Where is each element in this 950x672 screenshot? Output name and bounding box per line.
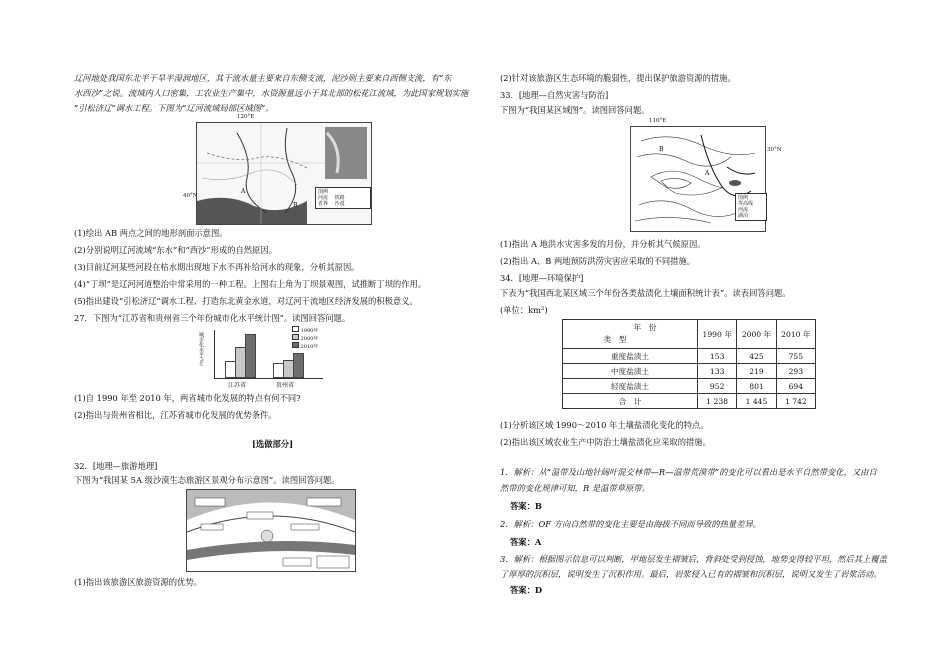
answer-line: 2．解析：OF 方向自然带的变化主要是由海拔不同而导致的热量差异。 [500,519,762,529]
map1-lat-label: 40°N [183,193,198,199]
chart-ylabel: 城市化水平(%) [198,332,204,366]
year-header: 2010 年 [776,320,815,349]
map2-legend-title: 图例 [738,195,749,201]
legend-item-2000: 2000年 [292,334,318,342]
legend-item: 等高线 [738,201,754,207]
q34-1: (1)分析该区域 1990～2010 年土壤盐渍化变化的特点。 [500,420,709,430]
q26-3: (3)目前辽河某些河段在枯水期出现地下水不再补给河水的现象，分析其原因。 [74,262,360,272]
point-a-label: A [241,188,246,195]
point-b-label: B [293,202,298,209]
bar-0-2 [245,334,256,378]
table-row: 轻度盐渍土 952 801 694 [563,379,816,394]
intro-line-3: “引松济辽”调水工程。下图为“辽河流域局部区域图”。 [74,103,274,113]
category-label-guizhou: 贵州省 [276,382,295,389]
map2-lat-label: 30°N [767,147,782,153]
q27-2: (2)指出与贵州省相比，江苏省城市化发展的优势条件。 [74,410,277,420]
answer-line: 1．解析：从“温带及山地针阔叶混交林带—R—温带荒漠带”的变化可以看出是水平自然带变化，又由自 [500,467,877,477]
legend-item-1990: 1990年 [292,326,318,334]
answer-line: 了厚厚的沉积层，说明发生了沉积作用。最后，岩浆侵入已有的褶皱和沉积层，说明又发生了岩浆活动。 [500,569,882,579]
q26-5: (5)指出建设“引松济辽”调水工程、打造东北黄金水道，对辽河干流地区经济发展的积极意义。 [74,296,418,306]
chart-legend [292,326,318,350]
q32-heading: 32．[地理—旅游地理] [74,461,158,471]
table-row: 合 计 1 238 1 445 1 742 [563,394,816,409]
year-header: 1990 年 [698,320,737,349]
legend-item: 湖泊 [738,213,749,219]
map1-lon-label: 120°E [237,114,255,120]
q34-2: (2)指出该区域农业生产中防治土壤盐渍化应采取的措施。 [500,437,711,447]
q34-heading: 34．[地理—环境保护] [500,273,584,283]
q33-1: (1)指出 A 地洪水灾害多发的月份，并分析其气候原因。 [500,239,706,249]
urbanization-chart [198,326,328,390]
legend-item: 河流 [738,207,749,213]
q32-1: (1)指出该旅游区旅游资源的优势。 [74,577,202,587]
answer-line: 3．解析：根据图示信息可以判断，甲地层发生褶皱后，背斜处受到侵蚀，地势变得较平坦，然后其上覆盖 [500,554,887,564]
desert-tourism-map [186,489,356,572]
q34-intro: 下表为“我国西北某区域三个年份各类盐渍化土壤面积统计表”。读表回答问题。 [500,288,791,298]
q26-1: (1)绘出 AB 两点之间的地形剖面示意图。 [74,228,228,238]
answer-line: 然带的变化规律可知，R 是温带草原带。 [500,483,650,493]
legend-item: 省界 [318,201,329,207]
q33-heading: 33．[地理—自然灾害与防治] [500,90,609,100]
point-b-label: B [659,146,664,153]
q32-2: (2)针对该旅游区生态环境的脆弱性，提出保护旅游资源的措施。 [500,73,736,83]
category-label-jiangsu: 江苏省 [228,382,247,389]
table-row: 重度盐渍土 153 425 755 [563,349,816,364]
q26-4: (4)“丁坝”是辽河河道整治中常采用的一种工程。上图右上角为丁坝景观图，试推断丁坝的作用。 [74,279,427,289]
table-corner: 年 份 类 型 [563,320,698,349]
unit-label: (单位：km²) [500,305,548,315]
q32-intro: 下图为“我国某 5A 级沙漠生态旅游区景观分布示意图”。读图回答问题。 [74,475,340,485]
table-header-row [563,320,816,349]
q33-2: (2)指出 A、B 两地预防洪涝灾害应采取的不同措施。 [500,256,696,266]
salinization-table [562,319,816,409]
intro-line-1: 辽河地处我国东北半干旱半湿润地区，其干流水量主要来自东侧支流，泥沙则主要来自西侧支流，有“东 [74,73,452,83]
map1-legend [315,187,371,209]
q27-title: 27．下图为“江苏省和贵州省三个年份城市化水平统计图”。读图回答问题。 [74,313,351,323]
table-row: 中度盐渍土 133 219 293 [563,364,816,379]
region-map [630,118,782,232]
map2-lon-label: 110°E [649,118,667,124]
liaohe-map [183,114,372,225]
answer-key: 答案：D [510,585,543,595]
elective-heading: [选做部分] [252,439,294,449]
point-a-label: A [705,170,710,177]
map2-legend [735,193,767,221]
q26-2: (2)分别说明辽河流域“东水”和“西沙”形成的自然原因。 [74,245,277,255]
desert-tourism-svg [187,490,355,571]
legend-item: 沙漠 [334,201,345,207]
year-header: 2000 年 [737,320,776,349]
legend-item-2010: 2010年 [292,342,318,350]
answer-key: 答案：A [510,537,542,547]
bar-1-2 [293,353,304,378]
q27-1: (1)自 1990 年至 2010 年，两省城市化发展的特点有何不同? [74,393,301,403]
legend-item: 铁路 [334,195,345,201]
legend-item: 河流 [318,195,329,201]
q33-intro: 下图为“我国某区域图”。读图回答问题。 [500,105,650,115]
intro-line-2: 水西沙”之说。流域内人口密集，工农业生产集中，水资源量远小于其北部的松花江流域，为此国家规划实施 [74,88,469,98]
answer-key: 答案：B [510,501,542,511]
map1-legend-title: 图例 [318,189,329,195]
